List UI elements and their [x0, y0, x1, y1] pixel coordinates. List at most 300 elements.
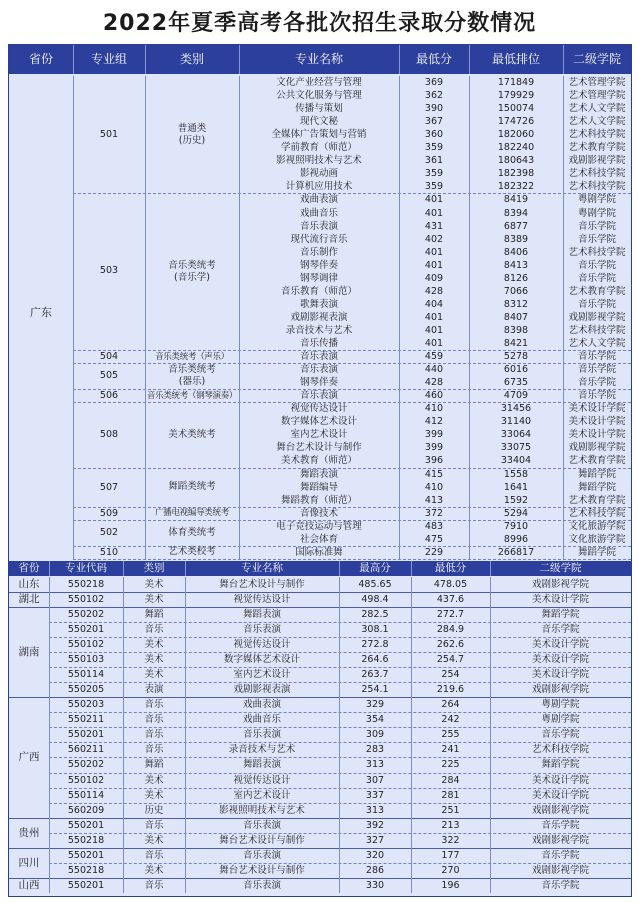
major-name: 影视照明技术与艺术	[219, 804, 305, 816]
min-score: 460	[424, 390, 444, 402]
college: 舞蹈学院	[541, 608, 580, 620]
major-code: 550102	[67, 774, 105, 786]
min-rank: 4709	[503, 390, 529, 402]
min-rank: 8312	[503, 298, 529, 310]
category: 音乐类统考（声乐）	[155, 351, 229, 362]
major-code: 550218	[67, 834, 105, 846]
college: 音乐学院	[577, 364, 616, 376]
college: 戏剧影视学院	[531, 864, 589, 876]
min-score: 359	[424, 181, 444, 193]
column-divider	[411, 561, 412, 576]
college: 戏剧影视学院	[568, 155, 626, 167]
group-code: 501	[99, 129, 119, 140]
min-score: 401	[424, 259, 444, 271]
header-cell: 类别	[143, 561, 165, 574]
college: 音乐学院	[577, 351, 616, 363]
province: 广东	[30, 306, 52, 319]
college: 音乐学院	[577, 272, 616, 284]
major-name: 录音技术与艺术	[285, 324, 353, 336]
major-name: 音乐表演	[299, 364, 338, 376]
max-score: 313	[365, 759, 385, 771]
min-score: 410	[424, 481, 444, 493]
column-divider	[490, 577, 491, 893]
college: 艺术教育学院	[568, 494, 626, 506]
column-divider	[339, 577, 340, 893]
major-name: 戏曲表演	[242, 699, 281, 711]
max-score: 286	[365, 864, 385, 876]
category: 音乐类统考 (音乐学)	[168, 259, 216, 283]
category: 美术	[144, 639, 164, 651]
min-rank: 179929	[497, 90, 535, 102]
column-divider	[185, 577, 186, 893]
min-score: 401	[424, 324, 444, 336]
major-code: 550218	[67, 864, 105, 876]
header-cell: 最低分	[415, 52, 452, 66]
column-divider	[469, 76, 470, 559]
category: 广播电视编导类统考	[155, 508, 229, 519]
major-name: 音乐表演	[242, 819, 281, 831]
major-name: 社会体育	[299, 533, 338, 545]
major-name: 钢琴伴奏	[299, 377, 338, 389]
header-cell: 最高分	[359, 561, 391, 574]
header-cell: 省份	[28, 52, 53, 66]
major-name: 计算机应用技术	[285, 181, 353, 193]
major-name: 音乐表演	[299, 220, 338, 232]
min-rank: 6735	[503, 377, 529, 389]
min-rank: 8407	[503, 311, 529, 323]
min-rank: 8398	[503, 324, 529, 336]
min-score: 459	[424, 351, 444, 363]
column-divider	[339, 561, 340, 576]
category: 美术	[144, 834, 164, 846]
min-score: 415	[424, 468, 444, 480]
college: 艺术人文学院	[568, 338, 626, 349]
category: 音乐	[144, 819, 164, 831]
major-name: 舞台艺术设计与制作	[219, 834, 305, 846]
major-code: 550201	[67, 729, 105, 741]
header-cell: 二级学院	[572, 52, 621, 66]
category: 音乐类统考 (器乐)	[168, 364, 216, 388]
min-score: 242	[441, 714, 460, 726]
min-rank: 33064	[500, 429, 532, 441]
province: 山西	[18, 878, 40, 891]
min-score: 412	[424, 416, 444, 428]
max-score: 329	[365, 699, 385, 711]
college: 文化旅游学院	[568, 533, 626, 545]
table-header-guangdong	[9, 45, 631, 74]
min-rank: 182398	[497, 168, 535, 180]
college: 音乐学院	[541, 879, 580, 891]
min-score: 254.7	[436, 654, 465, 666]
min-rank: 1558	[503, 468, 529, 480]
major-name: 国际标准舞	[295, 546, 343, 558]
major-name: 公共文化服务与管理	[276, 90, 362, 102]
max-score: 313	[365, 804, 385, 816]
min-score: 359	[424, 168, 444, 180]
max-score: 308.1	[361, 624, 389, 635]
min-score: 262.6	[436, 639, 465, 651]
max-score: 283	[365, 744, 385, 756]
max-score: 307	[365, 774, 385, 786]
header-cell: 二级学院	[539, 561, 582, 574]
major-name: 现代流行音乐	[290, 233, 348, 245]
header-cell: 专业名称	[241, 561, 283, 574]
major-name: 舞台艺术设计与制作	[219, 864, 305, 876]
major-name: 歌舞表演	[299, 298, 338, 310]
min-score: 270	[441, 864, 460, 876]
min-score: 251	[441, 804, 460, 816]
header-cell: 类别	[179, 52, 204, 66]
major-name: 舞蹈编导	[299, 481, 338, 493]
min-rank: 6016	[503, 364, 529, 376]
min-score: 399	[424, 429, 444, 441]
college: 戏剧影视学院	[531, 804, 589, 816]
min-score: 390	[424, 103, 444, 115]
column-divider	[399, 76, 400, 559]
major-name: 影视照明技术与艺术	[276, 155, 362, 167]
college: 艺术科技学院	[568, 168, 626, 180]
min-score: 359	[424, 142, 444, 154]
major-code: 550201	[67, 849, 105, 861]
major-name: 传播与策划	[295, 103, 343, 115]
major-name: 现代文秘	[299, 116, 338, 128]
min-rank: 8413	[503, 259, 529, 271]
college: 粤剧学院	[577, 194, 616, 206]
category: 音乐	[144, 744, 164, 756]
max-score: 485.65	[358, 578, 392, 590]
major-code: 550205	[67, 684, 105, 696]
min-rank: 8419	[503, 194, 529, 206]
category: 美术	[144, 669, 164, 681]
college: 音乐学院	[577, 390, 616, 402]
group-code: 505	[99, 370, 119, 382]
major-code: 550202	[67, 759, 105, 771]
college: 音乐学院	[577, 377, 616, 389]
college: 戏剧影视学院	[531, 578, 589, 590]
category: 音乐类统考（钢琴演奏）	[146, 390, 238, 401]
admission-table-frame	[8, 44, 632, 897]
group-code: 506	[99, 390, 119, 402]
group-code: 503	[99, 265, 119, 277]
header-cell: 最低分	[434, 561, 467, 574]
min-rank: 6877	[503, 220, 529, 232]
college: 美术设计学院	[531, 593, 589, 605]
category: 音乐	[144, 714, 164, 726]
min-score: 428	[424, 377, 444, 389]
college: 舞蹈学院	[577, 546, 616, 558]
header-cell: 专业组	[90, 52, 127, 66]
major-name: 学前教育（师范）	[280, 142, 357, 154]
major-code: 550102	[67, 639, 105, 651]
college: 舞蹈学院	[577, 481, 616, 493]
column-divider	[239, 76, 240, 559]
college: 戏剧影视学院	[568, 311, 626, 323]
min-score: 410	[424, 403, 444, 415]
min-score: 272.7	[436, 608, 465, 620]
column-divider	[185, 561, 186, 576]
max-score: 354	[365, 714, 385, 726]
min-score: 281	[441, 789, 460, 801]
major-name: 戏曲音乐	[242, 714, 281, 726]
major-code: 550201	[67, 879, 105, 891]
header-cell: 专业名称	[294, 52, 343, 66]
college: 美术设计学院	[531, 654, 589, 666]
major-name: 音乐传播	[299, 338, 338, 349]
min-rank: 31456	[500, 403, 532, 415]
min-rank: 171849	[497, 77, 535, 88]
major-name: 舞台艺术设计与制作	[219, 578, 305, 590]
province: 广西	[18, 751, 40, 764]
category: 舞蹈类统考	[168, 481, 216, 493]
major-name: 钢琴伴奏	[299, 259, 338, 271]
min-score: 362	[424, 90, 444, 102]
min-score: 361	[424, 155, 444, 167]
province: 贵州	[18, 826, 40, 839]
major-name: 戏曲音乐	[299, 207, 338, 219]
major-name: 音乐表演	[242, 624, 281, 635]
college: 美术设计学院	[531, 789, 589, 801]
max-score: 264.6	[361, 654, 389, 666]
major-name: 舞蹈表演	[242, 759, 281, 771]
college: 粤剧学院	[541, 714, 580, 726]
college: 粤剧学院	[541, 699, 580, 711]
college: 音乐学院	[541, 849, 580, 861]
college: 艺术科技学院	[568, 507, 626, 519]
category: 历史	[144, 804, 164, 816]
college: 文化旅游学院	[568, 520, 626, 532]
category: 舞蹈	[144, 759, 164, 771]
category: 音乐	[144, 729, 164, 741]
min-rank: 7910	[503, 520, 529, 532]
min-score: 254	[441, 669, 460, 681]
category: 普通类 (历史)	[177, 122, 207, 146]
category: 美术	[144, 654, 164, 666]
college: 艺术管理学院	[568, 77, 626, 88]
college: 艺术科技学院	[568, 246, 626, 258]
table-header-other-provinces	[9, 561, 631, 576]
category: 体育类统考	[168, 526, 216, 538]
major-name: 钢琴调律	[299, 272, 338, 284]
min-score: 360	[424, 129, 444, 141]
min-rank: 33404	[500, 455, 532, 467]
min-rank: 180643	[497, 155, 535, 167]
major-name: 视觉传达设计	[290, 403, 348, 415]
min-rank: 266817	[497, 546, 535, 558]
min-score: 229	[424, 546, 444, 558]
major-code: 550201	[67, 819, 105, 831]
min-score: 399	[424, 442, 444, 454]
min-score: 401	[424, 246, 444, 258]
category: 舞蹈	[144, 608, 164, 620]
major-name: 电子竞技运动与管理	[276, 520, 362, 532]
column-divider	[145, 76, 146, 559]
college: 戏剧影视学院	[531, 834, 589, 846]
province: 四川	[18, 856, 40, 869]
major-code: 550102	[67, 593, 105, 605]
major-name: 舞蹈表演	[299, 468, 338, 480]
column-divider	[411, 577, 412, 893]
min-score: 367	[424, 116, 444, 128]
major-name: 全媒体广告策划与营销	[271, 129, 367, 141]
college: 音乐学院	[577, 298, 616, 310]
min-rank: 8126	[503, 272, 529, 284]
major-name: 舞台艺术设计与制作	[276, 442, 362, 454]
column-divider	[73, 76, 74, 559]
major-name: 音乐表演	[242, 729, 281, 741]
column-divider	[49, 577, 50, 893]
header-cell: 最低排位	[491, 52, 540, 66]
major-name: 室内艺术设计	[233, 789, 291, 801]
college: 艺术教育学院	[568, 142, 626, 154]
major-code: 550202	[67, 608, 105, 620]
min-score: 409	[424, 272, 444, 284]
min-rank: 182322	[497, 181, 535, 193]
major-name: 文化产业经营与管理	[276, 77, 362, 88]
major-name: 音像技术	[299, 507, 338, 519]
min-score: 428	[424, 285, 444, 297]
major-name: 音乐表演	[299, 390, 338, 402]
category: 艺术类校考	[168, 546, 216, 558]
column-divider	[469, 45, 470, 74]
major-name: 舞蹈表演	[242, 608, 281, 620]
major-name: 视觉传达设计	[233, 639, 291, 651]
min-score: 401	[424, 194, 444, 206]
college: 艺术科技学院	[568, 129, 626, 141]
min-score: 413	[424, 494, 444, 506]
major-code: 550203	[67, 699, 105, 711]
group-separator	[73, 559, 631, 560]
major-name: 数字媒体艺术设计	[280, 416, 357, 428]
category: 美术	[144, 578, 164, 590]
college: 戏剧影视学院	[568, 442, 626, 454]
min-score: 437.6	[436, 593, 465, 605]
major-code: 550114	[67, 669, 105, 681]
college: 美术设计学院	[568, 416, 626, 428]
college: 艺术教育学院	[568, 455, 626, 467]
group-code: 508	[99, 429, 119, 441]
college: 粤剧学院	[577, 207, 616, 219]
major-name: 室内艺术设计	[233, 669, 291, 681]
category: 音乐	[144, 699, 164, 711]
min-score: 440	[424, 364, 444, 376]
major-code: 550201	[67, 624, 105, 635]
min-rank: 5294	[503, 507, 529, 519]
college: 艺术科技学院	[531, 744, 589, 756]
column-divider	[399, 45, 400, 74]
max-score: 272.8	[361, 639, 389, 651]
min-rank: 7066	[503, 285, 529, 297]
min-rank: 1641	[503, 481, 529, 493]
province: 山东	[18, 577, 40, 590]
category: 美术	[144, 774, 164, 786]
major-name: 音乐表演	[242, 849, 281, 861]
college: 音乐学院	[541, 819, 580, 831]
category: 表演	[144, 684, 164, 696]
major-code: 550218	[67, 578, 105, 590]
column-divider	[239, 45, 240, 74]
group-code: 502	[99, 526, 119, 538]
min-rank: 150074	[497, 103, 535, 115]
min-score: 396	[424, 455, 444, 467]
min-score: 213	[441, 819, 460, 831]
major-code: 550114	[67, 789, 105, 801]
min-score: 402	[424, 233, 444, 245]
header-cell: 专业代码	[65, 561, 107, 574]
college: 美术设计学院	[568, 429, 626, 441]
major-name: 视觉传达设计	[233, 593, 291, 605]
column-divider	[123, 561, 124, 576]
college: 美术设计学院	[531, 639, 589, 651]
category: 音乐	[144, 624, 164, 635]
column-divider	[49, 561, 50, 576]
min-rank: 33075	[500, 442, 532, 454]
max-score: 254.1	[361, 684, 389, 696]
group-code: 507	[99, 481, 119, 493]
min-score: 255	[441, 729, 460, 741]
column-divider	[563, 76, 564, 559]
min-score: 369	[424, 77, 444, 88]
min-rank: 182060	[497, 129, 535, 141]
column-divider	[73, 45, 74, 74]
category: 美术	[144, 593, 164, 605]
min-rank: 8996	[503, 533, 529, 545]
min-score: 284.9	[436, 624, 465, 635]
major-name: 录音技术与艺术	[228, 744, 296, 756]
min-score: 478.05	[433, 578, 468, 590]
province: 湖北	[18, 592, 40, 605]
column-divider	[145, 45, 146, 74]
major-code: 560211	[67, 744, 105, 756]
category: 音乐	[144, 879, 164, 891]
min-rank: 182240	[497, 142, 535, 154]
college: 艺术管理学院	[568, 90, 626, 102]
min-score: 177	[441, 849, 460, 861]
min-rank: 31140	[500, 416, 532, 428]
province: 湖南	[18, 645, 40, 658]
college: 美术设计学院	[568, 403, 626, 415]
max-score: 330	[365, 879, 385, 891]
min-rank: 5278	[503, 351, 529, 363]
min-score: 241	[441, 744, 460, 756]
major-name: 数字媒体艺术设计	[223, 654, 300, 666]
group-code: 509	[99, 507, 119, 519]
college: 音乐学院	[577, 259, 616, 271]
major-code: 550211	[67, 714, 105, 726]
min-score: 401	[424, 338, 444, 349]
college: 美术设计学院	[531, 774, 589, 786]
major-name: 音乐教育（师范）	[280, 285, 357, 297]
college: 艺术人文学院	[568, 103, 626, 115]
major-code: 550103	[67, 654, 105, 666]
min-rank: 8421	[503, 338, 529, 349]
column-divider	[490, 561, 491, 576]
min-score: 404	[424, 298, 444, 310]
max-score: 337	[365, 789, 385, 801]
category: 美术类统考	[168, 428, 216, 440]
college: 艺术教育学院	[568, 285, 626, 297]
group-code: 504	[99, 351, 119, 363]
min-score: 372	[424, 507, 444, 519]
max-score: 320	[365, 849, 385, 861]
college: 艺术科技学院	[568, 181, 626, 193]
college: 美术设计学院	[531, 669, 589, 681]
min-score: 225	[441, 759, 460, 771]
max-score: 309	[365, 729, 385, 741]
major-name: 戏曲表演	[299, 194, 338, 206]
min-score: 322	[441, 834, 460, 846]
min-score: 401	[424, 311, 444, 323]
column-divider	[123, 577, 124, 893]
